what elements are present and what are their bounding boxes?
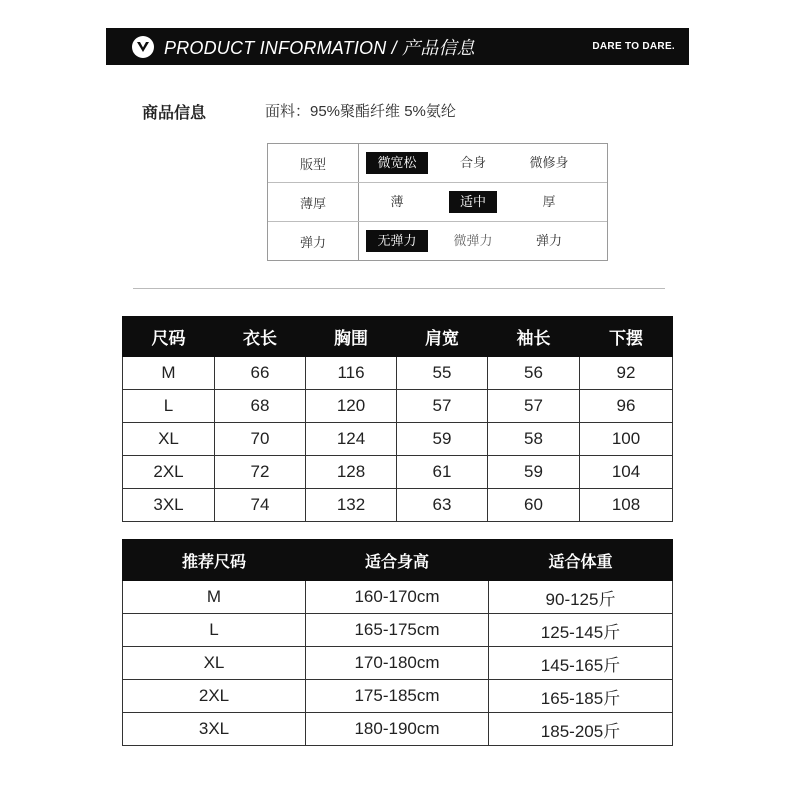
table-cell: 3XL — [123, 713, 306, 746]
column-header: 胸围 — [306, 317, 397, 357]
table-row — [123, 423, 673, 456]
table-cell: 132 — [306, 489, 397, 522]
attribute-option-selected: 适中 — [435, 191, 511, 213]
table-cell: 59 — [397, 423, 488, 456]
attribute-options — [359, 144, 607, 182]
attribute-table — [267, 143, 608, 261]
table-cell: 2XL — [123, 680, 306, 713]
column-header: 衣长 — [215, 317, 306, 357]
attribute-name: 弹力 — [268, 222, 359, 260]
table-cell: 57 — [397, 390, 488, 423]
table-cell: 92 — [580, 357, 673, 390]
table-cell: 2XL — [123, 456, 215, 489]
attribute-option-selected: 无弹力 — [359, 230, 435, 252]
table-row — [123, 680, 673, 713]
attribute-options — [359, 183, 607, 221]
table-cell: 3XL — [123, 489, 215, 522]
attribute-option: 弹力 — [535, 233, 562, 248]
table-cell: 58 — [488, 423, 580, 456]
table-cell: 60 — [488, 489, 580, 522]
attribute-row-elasticity — [268, 222, 607, 260]
table-cell: M — [123, 357, 215, 390]
attribute-option: 厚 — [542, 194, 556, 209]
table-cell: 74 — [215, 489, 306, 522]
table-row — [123, 489, 673, 522]
table-cell: 68 — [215, 390, 306, 423]
attribute-option-selected: 微宽松 — [359, 152, 435, 174]
table-cell: 124 — [306, 423, 397, 456]
attribute-option: 微修身 — [529, 155, 569, 170]
table-cell: M — [123, 581, 306, 614]
column-header: 适合身高 — [306, 540, 489, 581]
recommended-size-table — [122, 539, 673, 746]
table-cell: XL — [123, 423, 215, 456]
table-cell: 160-170cm — [306, 581, 489, 614]
table-cell: 57 — [488, 390, 580, 423]
table-cell: 185-205斤 — [489, 713, 673, 746]
header-title: PRODUCT INFORMATION / 产品信息 — [164, 37, 475, 58]
product-info-label: 商品信息 — [142, 105, 207, 122]
table-cell: 125-145斤 — [489, 614, 673, 647]
table-row — [123, 581, 673, 614]
table-cell: 104 — [580, 456, 673, 489]
table-cell: 59 — [488, 456, 580, 489]
size-chart-table — [122, 316, 673, 522]
table-cell: 120 — [306, 390, 397, 423]
header-bar — [106, 28, 689, 65]
recommend-header-row — [123, 540, 673, 581]
table-cell: 180-190cm — [306, 713, 489, 746]
table-row — [123, 614, 673, 647]
table-cell: 56 — [488, 357, 580, 390]
table-cell: 70 — [215, 423, 306, 456]
table-cell: 108 — [580, 489, 673, 522]
attribute-row-thickness — [268, 183, 607, 222]
size-chart-header-row — [123, 317, 673, 357]
table-cell: 170-180cm — [306, 647, 489, 680]
table-cell: 55 — [397, 357, 488, 390]
table-row — [123, 357, 673, 390]
table-cell: 128 — [306, 456, 397, 489]
column-header: 肩宽 — [397, 317, 488, 357]
table-cell: 96 — [580, 390, 673, 423]
table-row — [123, 390, 673, 423]
table-cell: 72 — [215, 456, 306, 489]
column-header: 适合体重 — [489, 540, 673, 581]
table-cell: 61 — [397, 456, 488, 489]
table-cell: 63 — [397, 489, 488, 522]
attribute-options — [359, 222, 607, 260]
table-cell: 100 — [580, 423, 673, 456]
attribute-option: 合身 — [459, 155, 486, 170]
table-cell: 116 — [306, 357, 397, 390]
column-header: 推荐尺码 — [123, 540, 306, 581]
table-cell: 145-165斤 — [489, 647, 673, 680]
table-cell: 175-185cm — [306, 680, 489, 713]
header-tagline: DARE TO DARE. — [592, 41, 675, 52]
attribute-option: 微弹力 — [453, 233, 493, 248]
table-cell: XL — [123, 647, 306, 680]
column-header: 袖长 — [488, 317, 580, 357]
table-row — [123, 647, 673, 680]
attribute-row-fit — [268, 144, 607, 183]
column-header: 下摆 — [580, 317, 673, 357]
attribute-name: 薄厚 — [268, 183, 359, 221]
table-cell: L — [123, 614, 306, 647]
table-cell: 165-185斤 — [489, 680, 673, 713]
chevron-v-icon — [132, 36, 154, 58]
table-cell: 165-175cm — [306, 614, 489, 647]
table-cell: 90-125斤 — [489, 581, 673, 614]
table-cell: L — [123, 390, 215, 423]
attribute-name: 版型 — [268, 144, 359, 182]
fabric-composition: 面料：95%聚酯纤维 5%氨纶 — [265, 103, 456, 120]
table-row — [123, 456, 673, 489]
section-divider — [133, 288, 665, 289]
attribute-option: 薄 — [390, 194, 404, 209]
column-header: 尺码 — [123, 317, 215, 357]
table-row — [123, 713, 673, 746]
table-cell: 66 — [215, 357, 306, 390]
